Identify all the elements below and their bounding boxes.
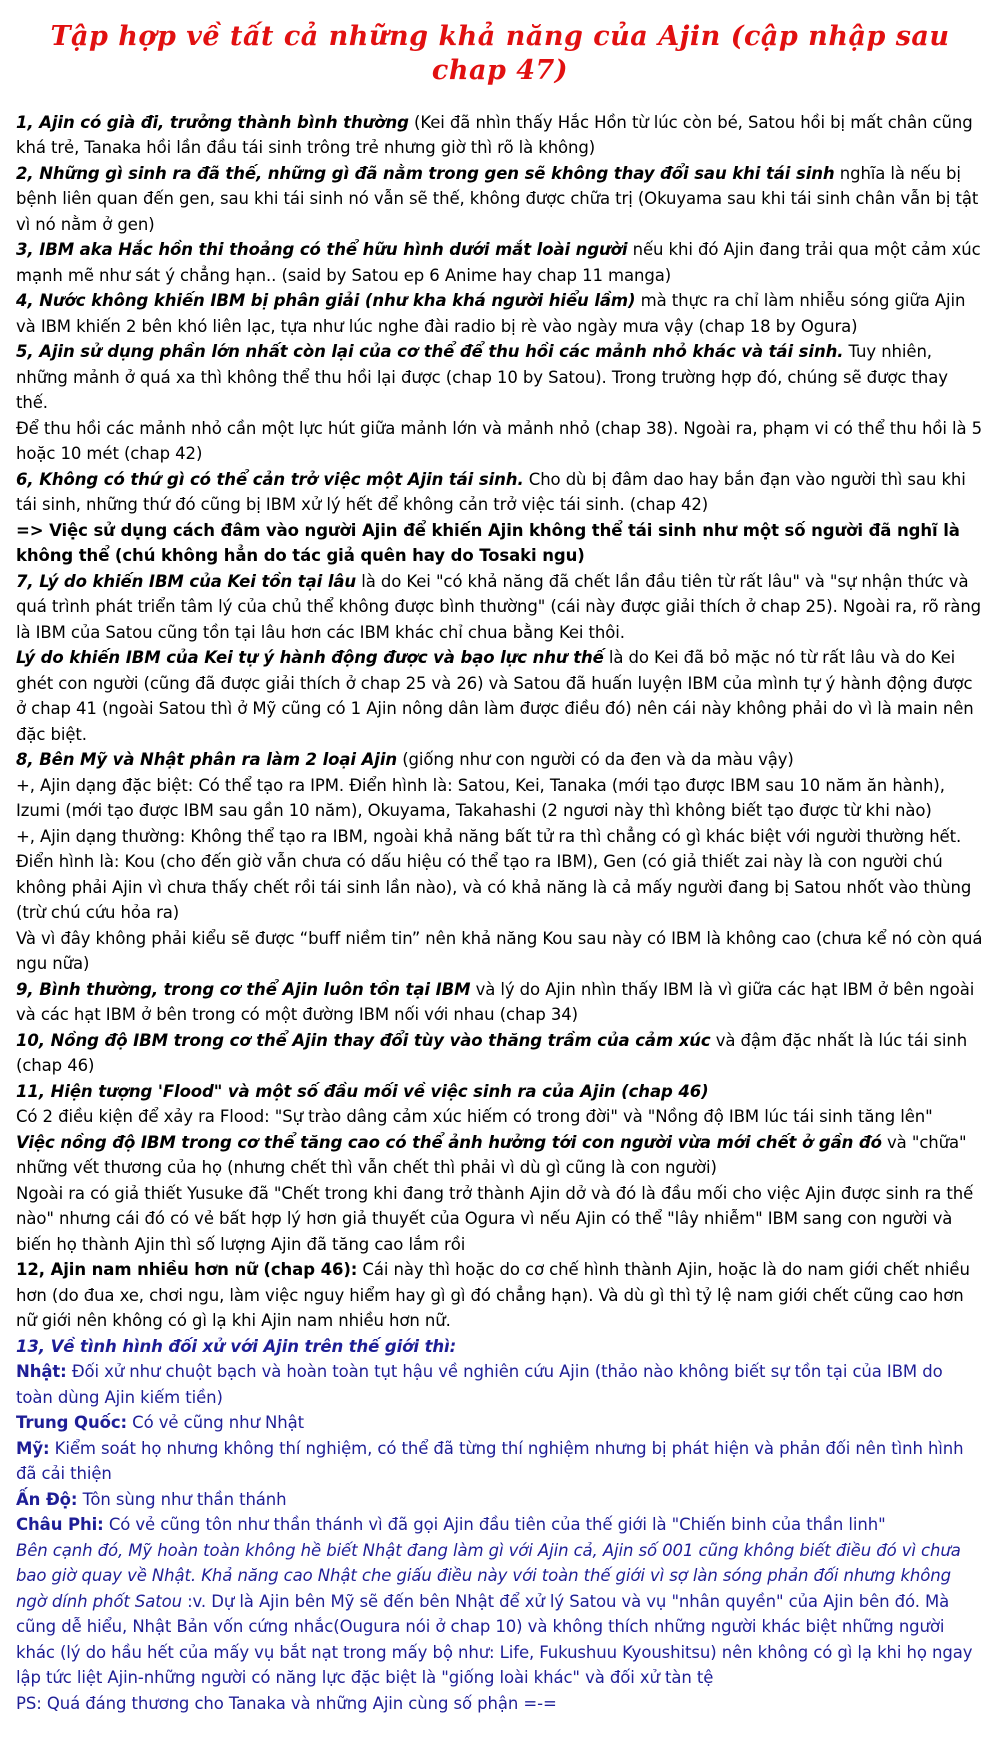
text-segment: Nhật: — [16, 1362, 67, 1381]
text-segment: +, Ajin dạng thường: Không thể tạo ra IBM, ngoài khả năng bất tử ra thì chẳng có gì khác biệt với người thường hết. Điển hình là: Kou (cho đến giờ vẫn chưa có dấu hiệu có thể tạo ra IBM), Gen (có giả thiết zai này là con người chú không phải Ajin vì chưa thấy chết rồi tái sinh lần nào), và có khả năng là cả mấy người đang bị Satou nhốt vào thùng (trừ chú cứu hỏa ra) — [16, 826, 972, 922]
page-title: Tập hợp về tất cả những khả năng của Ajin (cập nhập sau chap 47) — [50, 21, 950, 86]
text-segment: +, Ajin dạng đặc biệt: Có thể tạo ra IPM. Điển hình là: Satou, Kei, Tanaka (mới tạo được IBM sau 10 năm ăn hành), Izumi (mới tạo được IBM sau gần 10 năm), Okuyama, Takahashi (2 ngươi này thì không biết tạo được từ khi nào) — [16, 775, 945, 820]
text-segment: Để thu hồi các mảnh nhỏ cần một lực hút giữa mảnh lớn và mảnh nhỏ (chap 38). Ngoài ra, phạm vi có thể thu hồi là 5 hoặc 10 mét (chap 42) — [16, 418, 983, 463]
text-segment: Kiểm soát họ nhưng không thí nghiệm, có thể đã từng thí nghiệm nhưng bị phát hiện và phản đối nên tình hình đã cải thiện — [16, 1438, 964, 1483]
text-segment: là do Kei "có khả năng đã chết lần đầu tiên từ rất lâu" và "sự nhận thức và quá trình phát triển tâm lý của chủ thể không được bình thường" (cái này được giải thích ở chap 25). Ngoài ra, rõ ràng là IBM của Satou cũng tồn tại lâu hơn các IBM khác chỉ chua bằng Kei thôi. — [16, 571, 982, 642]
text-segment: :v. Dự là Ajin bên Mỹ sẽ đến bên Nhật để xử lý Satou và vụ "nhân quyền" của Ajin bên đó. Mà cũng dễ hiểu, Nhật Bản vốn cứng nhắc(Ougura nói ở chap 10) và không thích những người khác biệt những người khác (lý do hầu hết của mấy vụ bắt nạt trong mấy bộ như: Life, Fukushuu Kyoushitsu) nên không có gì lạ khi họ ngay lập tức liệt Ajin-những người có năng lực đặc biệt là "giống loài khác" và đối xử tàn tệ — [16, 1591, 973, 1687]
text-segment: Ngoài ra có giả thiết Yusuke đã "Chết trong khi đang trở thành Ajin dở và đó là đầu mối cho việc Ajin được sinh ra thế nào" nhưng cái đó có vẻ bất hợp lý hơn giả thuyết của Ogura vì nếu Ajin có thể "lây nhiễm" IBM sang con người và biến họ thành Ajin thì số lượng Ajin đã tăng cao lắm rồi — [16, 1183, 974, 1254]
text-segment: Lý do khiến IBM của Kei tự ý hành động được và bạo lực như thế — [16, 648, 604, 667]
paragraph — [16, 518, 984, 569]
paragraph — [16, 1257, 984, 1334]
text-segment: mà thực ra chỉ làm nhiễu sóng giữa Ajin và IBM khiến 2 bên khó liên lạc, tựa như lúc nghe đài radio bị rè vào ngày mưa vậy (chap 18 by Ogura) — [16, 291, 966, 336]
text-segment: 9, Bình thường, trong cơ thể Ajin luôn tồn tại IBM — [16, 979, 471, 999]
paragraph — [16, 747, 984, 773]
paragraph — [16, 1028, 984, 1079]
text-segment: 1, Ajin có già đi, trưởng thành bình thường — [16, 112, 409, 132]
paragraph — [16, 1538, 984, 1691]
paragraph — [16, 1359, 984, 1410]
text-segment: 11, Hiện tượng 'Flood" và một số đầu mối về việc sinh ra của Ajin (chap 46) — [16, 1081, 709, 1101]
paragraph — [16, 467, 984, 518]
paragraph — [16, 824, 984, 926]
text-segment: 6, Không có thứ gì có thể cản trở việc một Ajin tái sinh. — [16, 469, 524, 489]
paragraph — [16, 339, 984, 416]
text-segment: Và vì đây không phải kiểu sẽ được “buff niềm tin” nên khả năng Kou sau này có IBM là không cao (chưa kể nó còn quá ngu nữa) — [16, 928, 983, 973]
paragraph — [16, 1130, 984, 1181]
text-segment: Tuy nhiên, những mảnh ở quá xa thì không thể thu hồi lại được (chap 10 by Satou). Trong trường hợp đó, chúng sẽ được thay thế. — [16, 342, 948, 412]
text-segment: nghĩa là nếu bị bệnh liên quan đến gen, sau khi tái sinh nó vẫn sẽ thế, không được chữa trị (Okuyama sau khi tái sinh chân vẫn bị tật vì nó nằm ở gen) — [16, 163, 979, 234]
text-segment: (Kei đã nhìn thấy Hắc Hồn từ lúc còn bé, Satou hồi bị mất chân cũng khá trẻ, Tanaka hồi lần đầu tái sinh trông trẻ nhưng giờ thì rõ là không) — [16, 112, 973, 157]
text-segment: là do Kei đã bỏ mặc nó từ rất lâu và do Kei ghét con người (cũng đã được giải thích ở chap 25 và 26) và Satou đã huấn luyện IBM của mình tự ý hành động được ở chap 41 (ngoài Satou thì ở Mỹ cũng có 1 Ajin nông dân làm được điều đó) nên cái này không phải do vì là main nên đặc biệt. — [16, 648, 974, 744]
paragraph — [16, 1691, 984, 1717]
paragraph — [16, 161, 984, 238]
text-segment: Tôn sùng như thần thánh — [77, 1489, 287, 1509]
text-segment: Đối xử như chuột bạch và hoàn toàn tụt hậu về nghiên cứu Ajin (thảo nào không biết sự tồn tại của IBM do toàn dùng Ajin kiếm tiền) — [16, 1362, 943, 1407]
paragraph — [16, 1512, 984, 1538]
paragraph — [16, 1410, 984, 1436]
text-segment: Có vẻ cũng tôn như thần thánh vì đã gọi Ajin đầu tiên của thế giới là "Chiến binh của thần linh" — [103, 1515, 886, 1534]
text-segment: và đậm đặc nhất là lúc tái sinh (chap 46) — [16, 1030, 968, 1075]
paragraph — [16, 1104, 984, 1130]
text-segment: Cái này thì hoặc do cơ chế hình thành Ajin, hoặc là do nam giới chết nhiều hơn (do đua xe, chơi ngu, làm việc nguy hiểm hay gì gì đó chẳng hạn). Và dù gì thì tỷ lệ nam giới chết cũng cao hơn nữ giới nên không có gì lạ khi Ajin nam nhiều hơn nữ. — [16, 1260, 970, 1330]
text-segment: 12, Ajin nam nhiều hơn nữ (chap 46): — [16, 1260, 358, 1279]
text-segment: Có vẻ cũng như Nhật — [127, 1413, 305, 1432]
paragraph — [16, 569, 984, 646]
text-segment: và "chữa" những vết thương của họ (nhưng chết thì vẫn chết thì phải vì dù gì cũng là con người) — [16, 1132, 967, 1177]
text-segment: (giống như con người có da đen và da màu vậy) — [397, 750, 794, 769]
text-segment: Châu Phi: — [16, 1515, 104, 1534]
paragraph — [16, 416, 984, 467]
text-segment: PS: Quá đáng thương cho Tanaka và những Ajin cùng số phận =-= — [16, 1693, 557, 1713]
paragraph — [16, 926, 984, 977]
paragraph — [16, 773, 984, 824]
paragraph — [16, 1181, 984, 1258]
text-segment: 10, Nồng độ IBM trong cơ thể Ajin thay đổi tùy vào thăng trầm của cảm xúc — [16, 1030, 711, 1050]
text-segment: Ấn Độ: — [16, 1489, 78, 1509]
text-segment: 7, Lý do khiến IBM của Kei tồn tại lâu — [16, 571, 357, 591]
text-segment: Có 2 điều kiện để xảy ra Flood: "Sự trào dâng cảm xúc hiếm có trong đời" và "Nồng độ IBM lúc tái sinh tăng lên" — [16, 1107, 933, 1126]
text-segment: 3, IBM aka Hắc hồn thi thoảng có thể hữu hình dưới mắt loài người — [16, 240, 628, 259]
text-segment: Bên cạnh đó, Mỹ hoàn toàn không hề biết Nhật đang làm gì với Ajin cả, Ajin số 001 cũng không biết điều đó vì chưa bao giờ quay về Nhật. Khả năng cao Nhật che giấu điều này với toàn thế giới vì sợ làn sóng phản đối nhưng không ngờ dính phốt Satou — [16, 1540, 961, 1611]
text-segment: => Việc sử dụng cách đâm vào người Ajin để khiến Ajin không thể tái sinh như một số người đã nghĩ là không thể (chú không hẳn do tác giả quên hay do Tosaki ngu) — [16, 520, 960, 565]
text-segment: 4, Nước không khiến IBM bị phân giải (như kha khá người hiểu lầm) — [16, 291, 636, 310]
paragraph — [16, 645, 984, 747]
paragraph — [16, 1334, 984, 1360]
text-segment: 5, Ajin sử dụng phần lớn nhất còn lại của cơ thể để thu hồi các mảnh nhỏ khác và tái sinh. — [16, 342, 844, 361]
paragraph — [16, 1079, 984, 1105]
text-segment: và lý do Ajin nhìn thấy IBM là vì giữa các hạt IBM ở bên ngoài và các hạt IBM ở bên trong có một đường IBM nối với nhau (chap 34) — [16, 979, 975, 1024]
paragraph — [16, 237, 984, 288]
text-segment: Trung Quốc: — [16, 1413, 128, 1432]
paragraph — [16, 977, 984, 1028]
document-body — [16, 110, 984, 1717]
text-segment: 13, Về tình hình đối xử với Ajin trên thế giới thì: — [16, 1336, 457, 1356]
paragraph — [16, 1487, 984, 1513]
paragraph — [16, 110, 984, 161]
paragraph — [16, 288, 984, 339]
paragraph — [16, 1436, 984, 1487]
text-segment: Việc nồng độ IBM trong cơ thể tăng cao có thể ảnh hưởng tới con người vừa mới chết ở gần đó — [16, 1132, 882, 1152]
text-segment: 8, Bên Mỹ và Nhật phân ra làm 2 loại Ajin — [16, 750, 398, 769]
text-segment: nếu khi đó Ajin đang trải qua một cảm xúc mạnh mẽ như sát ý chẳng hạn.. (said by Satou ep 6 Anime hay chap 11 manga) — [16, 240, 981, 285]
text-segment: 2, Những gì sinh ra đã thế, những gì đã nằm trong gen sẽ không thay đổi sau khi tái sinh — [16, 163, 835, 183]
text-segment: Mỹ: — [16, 1438, 50, 1458]
text-segment: Cho dù bị đâm dao hay bắn đạn vào người thì sau khi tái sinh, những thứ đó cũng bị IBM xử lý hết để không cản trở việc tái sinh. (chap 42) — [16, 469, 966, 514]
